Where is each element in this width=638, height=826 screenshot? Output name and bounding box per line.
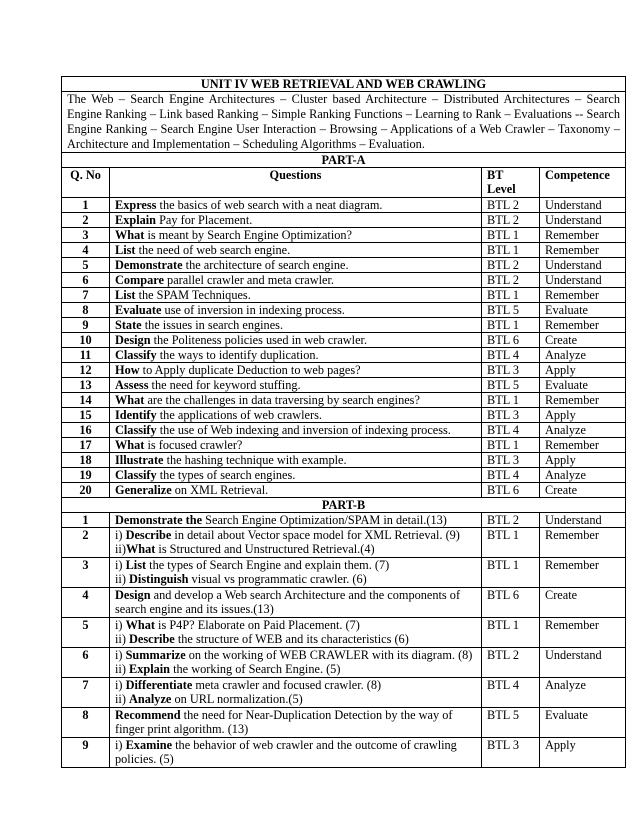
- question-line: [115, 468, 476, 482]
- bt-level: BTL 2: [482, 273, 540, 288]
- question-keyword: Summarize: [125, 648, 186, 662]
- question-row: [62, 288, 626, 303]
- question-number: 8: [62, 303, 110, 318]
- question-number: 14: [62, 393, 110, 408]
- question-segment: are the challenges in data traversing by search engines?: [144, 393, 420, 407]
- question-number: 16: [62, 423, 110, 438]
- question-segment: is focused crawler?: [144, 438, 243, 452]
- question-line: [115, 213, 476, 227]
- competence: Remember: [540, 228, 626, 243]
- bt-level: BTL 4: [482, 423, 540, 438]
- question-row: [62, 513, 626, 528]
- question-line: [115, 423, 476, 437]
- question-row: [62, 438, 626, 453]
- question-number: 3: [62, 228, 110, 243]
- syllabus-text: The Web – Search Engine Architectures – Cluster based Architecture – Distributed Architectures – Search Engine Ranking – Link based Ranking – Simple Ranking Functions – Learning to Rank – Evaluations -- Search Engine Ranking – Search Engine User Interaction – Browsing – Applications of a Web Crawler – Taxonomy – Architecture and Implementation – Scheduling Algorithms – Evaluation.: [62, 92, 626, 153]
- question-keyword: Design: [115, 588, 151, 602]
- question-number: 6: [62, 648, 110, 678]
- question-keyword: What: [115, 393, 145, 407]
- question-line: [115, 378, 476, 392]
- question-keyword: Analyze: [129, 692, 172, 706]
- question-row: [62, 378, 626, 393]
- question-row: [62, 738, 626, 768]
- competence: Apply: [540, 453, 626, 468]
- question-segment: ii): [115, 632, 130, 646]
- question-line: [115, 453, 476, 467]
- competence: Understand: [540, 513, 626, 528]
- competence: Apply: [540, 363, 626, 378]
- competence: Analyze: [540, 678, 626, 708]
- question-text: [110, 393, 482, 408]
- question-text: [110, 378, 482, 393]
- bt-level: BTL 1: [482, 318, 540, 333]
- header-row: [62, 168, 626, 198]
- question-segment: the need for keyword stuffing.: [148, 378, 301, 392]
- question-line: [115, 243, 476, 257]
- question-line: [115, 722, 476, 736]
- question-segment: is Structured and Unstructured Retrieval.(4): [155, 542, 375, 556]
- question-text: [110, 273, 482, 288]
- question-text: [110, 438, 482, 453]
- question-segment: visual vs programmatic crawler. (6): [188, 572, 367, 586]
- question-keyword: How: [115, 363, 140, 377]
- question-segment: Search Engine Optimization/SPAM in detail.(13): [202, 513, 447, 527]
- competence: Analyze: [540, 468, 626, 483]
- question-number: 15: [62, 408, 110, 423]
- question-segment: in detail about Vector space model for XML Retrieval. (9): [171, 528, 460, 542]
- question-line: [115, 662, 476, 676]
- competence: Remember: [540, 438, 626, 453]
- question-segment: the need of web search engine.: [135, 243, 291, 257]
- question-text: [110, 528, 482, 558]
- question-keyword: Explain: [115, 213, 157, 227]
- question-number: 3: [62, 558, 110, 588]
- part-b-label: PART-B: [62, 498, 626, 513]
- competence: Remember: [540, 558, 626, 588]
- question-row: [62, 393, 626, 408]
- bt-level: BTL 3: [482, 363, 540, 378]
- question-segment: ii): [115, 662, 130, 676]
- question-number: 4: [62, 588, 110, 618]
- question-line: [115, 752, 476, 766]
- question-segment: i): [115, 678, 126, 692]
- question-number: 7: [62, 678, 110, 708]
- question-keyword: List: [115, 288, 136, 302]
- question-number: 5: [62, 258, 110, 273]
- question-line: [115, 513, 476, 527]
- question-row: [62, 678, 626, 708]
- question-keyword: Differentiate: [125, 678, 193, 692]
- question-number: 10: [62, 333, 110, 348]
- question-keyword: Recommend: [115, 708, 181, 722]
- question-number: 1: [62, 198, 110, 213]
- question-keyword: Evaluate: [115, 303, 162, 317]
- question-line: [115, 542, 476, 556]
- question-segment: on XML Retrieval.: [171, 483, 269, 497]
- competence-header: Competence: [540, 168, 626, 198]
- bt-level: BTL 6: [482, 588, 540, 618]
- question-segment: i): [115, 648, 126, 662]
- question-segment: and develop a Web search Architecture and the components of: [150, 588, 461, 602]
- question-segment: the types of search engines.: [156, 468, 296, 482]
- question-segment: the use of Web indexing and inversion of indexing process.: [156, 423, 451, 437]
- bt-level: BTL 6: [482, 483, 540, 498]
- question-text: [110, 318, 482, 333]
- bt-level: BTL 5: [482, 708, 540, 738]
- question-text: [110, 588, 482, 618]
- question-keyword: Distinguish: [129, 572, 189, 586]
- question-text: [110, 618, 482, 648]
- question-row: [62, 483, 626, 498]
- question-keyword: Classify: [115, 468, 157, 482]
- question-segment: is meant by Search Engine Optimization?: [144, 228, 353, 242]
- question-row: [62, 318, 626, 333]
- competence: Apply: [540, 408, 626, 423]
- question-segment: is P4P? Elaborate on Paid Placement. (7): [154, 618, 360, 632]
- question-segment: the architecture of search engine.: [182, 258, 349, 272]
- bt-level: BTL 3: [482, 738, 540, 768]
- bt-level: BTL 5: [482, 303, 540, 318]
- question-keyword: What: [125, 542, 156, 556]
- question-number: 6: [62, 273, 110, 288]
- question-row: [62, 648, 626, 678]
- question-segment: finger print algorithm. (13): [115, 722, 249, 736]
- question-bank-body: [62, 77, 626, 768]
- bt-level: BTL 5: [482, 378, 540, 393]
- part-b-row: [62, 498, 626, 513]
- question-segment: meta crawler and focused crawler. (8): [192, 678, 382, 692]
- question-segment: ii): [115, 692, 130, 706]
- question-number: 9: [62, 738, 110, 768]
- questions-header: Questions: [110, 168, 482, 198]
- bt-level: BTL 3: [482, 453, 540, 468]
- question-number: 2: [62, 528, 110, 558]
- question-bank-table: [61, 76, 626, 768]
- question-segment: use of inversion in indexing process.: [161, 303, 345, 317]
- question-line: [115, 333, 476, 347]
- question-segment: the need for Near-Duplication Detection by the way of: [180, 708, 453, 722]
- question-row: [62, 198, 626, 213]
- question-line: [115, 363, 476, 377]
- bt-level: BTL 1: [482, 558, 540, 588]
- bt-level: BTL 1: [482, 528, 540, 558]
- question-row: [62, 348, 626, 363]
- question-number: 7: [62, 288, 110, 303]
- question-keyword: Demonstrate: [115, 258, 183, 272]
- bt-level: BTL 4: [482, 678, 540, 708]
- question-segment: the SPAM Techniques.: [135, 288, 251, 302]
- question-number: 5: [62, 618, 110, 648]
- question-line: [115, 738, 476, 752]
- question-line: [115, 288, 476, 302]
- bt-level: BTL 1: [482, 393, 540, 408]
- question-line: [115, 393, 476, 407]
- question-keyword: Explain: [129, 662, 171, 676]
- question-line: [115, 648, 476, 662]
- question-segment: i): [115, 618, 126, 632]
- question-text: [110, 678, 482, 708]
- question-line: [115, 692, 476, 706]
- question-number: 20: [62, 483, 110, 498]
- question-segment: the hashing technique with example.: [163, 453, 347, 467]
- question-segment: search engine and its issues.(13): [115, 602, 274, 616]
- question-line: [115, 438, 476, 452]
- competence: Create: [540, 588, 626, 618]
- question-number: 19: [62, 468, 110, 483]
- question-segment: the working of Search Engine. (5): [170, 662, 341, 676]
- competence: Remember: [540, 618, 626, 648]
- competence: Evaluate: [540, 378, 626, 393]
- competence: Understand: [540, 198, 626, 213]
- question-line: [115, 348, 476, 362]
- bt-level: BTL 6: [482, 333, 540, 348]
- question-row: [62, 303, 626, 318]
- question-keyword: What: [115, 438, 145, 452]
- competence: Remember: [540, 318, 626, 333]
- question-line: [115, 678, 476, 692]
- question-text: [110, 738, 482, 768]
- question-text: [110, 288, 482, 303]
- question-text: [110, 258, 482, 273]
- question-keyword: Examine: [125, 738, 173, 752]
- question-keyword: What: [115, 228, 145, 242]
- question-segment: to Apply duplicate Deduction to web pages?: [139, 363, 361, 377]
- question-segment: the basics of web search with a neat diagram.: [156, 198, 383, 212]
- part-a-row: [62, 153, 626, 168]
- question-text: [110, 423, 482, 438]
- question-keyword: List: [125, 558, 147, 572]
- question-keyword: Illustrate: [115, 453, 164, 467]
- question-keyword: Describe: [125, 528, 172, 542]
- question-line: [115, 273, 476, 287]
- competence: Understand: [540, 273, 626, 288]
- question-row: [62, 423, 626, 438]
- competence: Create: [540, 333, 626, 348]
- question-text: [110, 363, 482, 378]
- competence: Remember: [540, 243, 626, 258]
- competence: Understand: [540, 648, 626, 678]
- question-number: 12: [62, 363, 110, 378]
- question-text: [110, 708, 482, 738]
- part-a-label: PART-A: [62, 153, 626, 168]
- question-row: [62, 453, 626, 468]
- competence: Evaluate: [540, 708, 626, 738]
- question-number: 1: [62, 513, 110, 528]
- bt-level: BTL 2: [482, 258, 540, 273]
- question-row: [62, 708, 626, 738]
- question-segment: the types of Search Engine and explain them. (7): [146, 558, 390, 572]
- question-keyword: Describe: [129, 632, 175, 646]
- question-text: [110, 558, 482, 588]
- question-segment: i): [115, 558, 126, 572]
- question-segment: policies. (5): [115, 752, 174, 766]
- question-text: [110, 243, 482, 258]
- competence: Remember: [540, 393, 626, 408]
- question-keyword: Express: [115, 198, 157, 212]
- question-text: [110, 228, 482, 243]
- question-number: 11: [62, 348, 110, 363]
- question-segment: ii): [115, 572, 130, 586]
- qno-header: Q. No: [62, 168, 110, 198]
- bt-level: BTL 1: [482, 228, 540, 243]
- question-keyword: Classify: [115, 423, 157, 437]
- competence: Remember: [540, 288, 626, 303]
- bt-level: BTL 1: [482, 288, 540, 303]
- question-keyword: Design: [115, 333, 151, 347]
- question-text: [110, 483, 482, 498]
- question-line: [115, 198, 476, 212]
- question-segment: the Politeness policies used in web crawler.: [150, 333, 368, 347]
- question-line: [115, 632, 476, 646]
- question-text: [110, 408, 482, 423]
- question-segment: Pay for Placement.: [156, 213, 253, 227]
- question-keyword: List: [115, 243, 136, 257]
- question-number: 8: [62, 708, 110, 738]
- question-segment: the applications of web crawlers.: [156, 408, 322, 422]
- bt-level: BTL 3: [482, 408, 540, 423]
- question-segment: on URL normalization.(5): [171, 692, 303, 706]
- question-number: 13: [62, 378, 110, 393]
- question-text: [110, 213, 482, 228]
- question-row: [62, 213, 626, 228]
- question-keyword: Generalize: [115, 483, 172, 497]
- question-line: [115, 558, 476, 572]
- question-row: [62, 333, 626, 348]
- question-segment: on the working of WEB CRAWLER with its diagram. (8): [185, 648, 473, 662]
- question-number: 4: [62, 243, 110, 258]
- question-segment: the behavior of web crawler and the outcome of crawling: [172, 738, 457, 752]
- question-text: [110, 198, 482, 213]
- competence: Remember: [540, 528, 626, 558]
- bt-level: BTL 1: [482, 243, 540, 258]
- question-number: 17: [62, 438, 110, 453]
- question-line: [115, 618, 476, 632]
- bt-level: BTL 4: [482, 468, 540, 483]
- question-segment: ii): [115, 542, 126, 556]
- competence: Apply: [540, 738, 626, 768]
- question-row: [62, 273, 626, 288]
- bt-level: BTL 1: [482, 618, 540, 648]
- question-line: [115, 483, 476, 497]
- bt-level: BTL 2: [482, 213, 540, 228]
- question-segment: i): [115, 738, 126, 752]
- competence: Evaluate: [540, 303, 626, 318]
- question-number: 9: [62, 318, 110, 333]
- question-keyword: Identify: [115, 408, 157, 422]
- question-text: [110, 648, 482, 678]
- question-text: [110, 348, 482, 363]
- syllabus-row: [62, 92, 626, 153]
- question-line: [115, 318, 476, 332]
- question-segment: the structure of WEB and its characteristics (6): [174, 632, 409, 646]
- question-row: [62, 243, 626, 258]
- question-text: [110, 513, 482, 528]
- question-row: [62, 558, 626, 588]
- competence: Understand: [540, 258, 626, 273]
- question-keyword: Compare: [115, 273, 164, 287]
- question-text: [110, 453, 482, 468]
- question-row: [62, 408, 626, 423]
- question-line: [115, 708, 476, 722]
- bt-level: BTL 1: [482, 438, 540, 453]
- question-row: [62, 468, 626, 483]
- question-keyword: State: [115, 318, 142, 332]
- question-row: [62, 588, 626, 618]
- competence: Analyze: [540, 348, 626, 363]
- question-keyword: Demonstrate the: [115, 513, 203, 527]
- question-number: 2: [62, 213, 110, 228]
- question-segment: i): [115, 528, 126, 542]
- question-keyword: Classify: [115, 348, 157, 362]
- bt-level: BTL 2: [482, 513, 540, 528]
- question-row: [62, 258, 626, 273]
- competence: Create: [540, 483, 626, 498]
- unit-title: UNIT IV WEB RETRIEVAL AND WEB CRAWLING: [62, 77, 626, 92]
- question-row: [62, 363, 626, 378]
- bt-level-header: BT Level: [482, 168, 540, 198]
- question-row: [62, 618, 626, 648]
- bt-level: BTL 2: [482, 198, 540, 213]
- question-line: [115, 258, 476, 272]
- bt-level: BTL 4: [482, 348, 540, 363]
- question-row: [62, 228, 626, 243]
- question-segment: the ways to identify duplication.: [156, 348, 319, 362]
- question-line: [115, 528, 476, 542]
- question-keyword: Assess: [115, 378, 149, 392]
- question-line: [115, 303, 476, 317]
- question-text: [110, 303, 482, 318]
- question-segment: parallel crawler and meta crawler.: [163, 273, 334, 287]
- question-line: [115, 602, 476, 616]
- question-text: [110, 468, 482, 483]
- question-line: [115, 408, 476, 422]
- question-number: 18: [62, 453, 110, 468]
- question-line: [115, 572, 476, 586]
- question-segment: the issues in search engines.: [141, 318, 284, 332]
- question-line: [115, 228, 476, 242]
- question-row: [62, 528, 626, 558]
- question-keyword: What: [125, 618, 155, 632]
- competence: Analyze: [540, 423, 626, 438]
- bt-level: BTL 2: [482, 648, 540, 678]
- question-text: [110, 333, 482, 348]
- unit-title-row: [62, 77, 626, 92]
- competence: Understand: [540, 213, 626, 228]
- question-line: [115, 588, 476, 602]
